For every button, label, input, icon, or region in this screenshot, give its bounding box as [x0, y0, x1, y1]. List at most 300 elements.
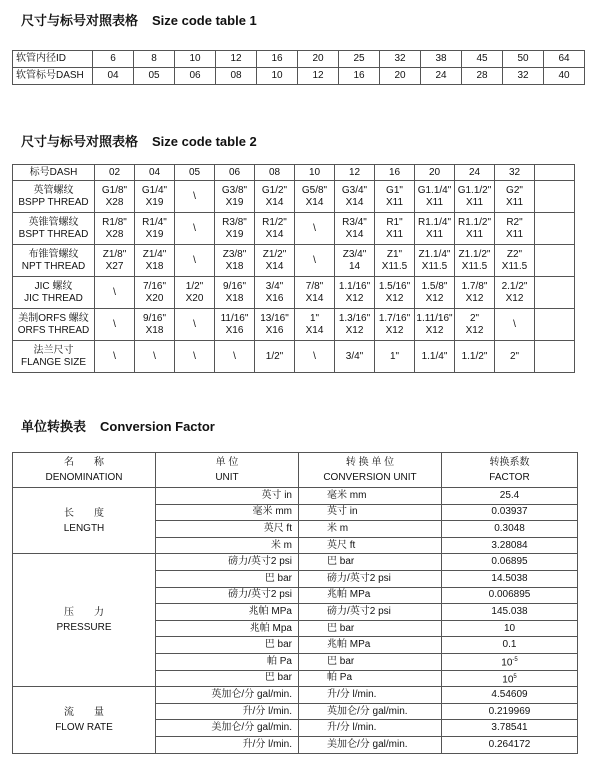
thread-size: Z3/8": [222, 248, 247, 260]
factor-cell: [442, 604, 578, 621]
thread-cell: [135, 213, 175, 245]
id-cell: 10: [175, 51, 216, 68]
header-cn: 名 称: [64, 457, 104, 468]
id-cell: 45: [462, 51, 503, 68]
thread-cell: [175, 341, 215, 373]
thread-label-cn: 美制ORFS 螺纹: [18, 312, 89, 324]
category-cell: [13, 554, 156, 687]
thread-pitch: X19: [225, 196, 244, 208]
thread-size: 3/4": [265, 280, 284, 292]
factor-exponent: -5: [512, 657, 518, 664]
thread-label-en: FLANGE SIZE: [20, 356, 86, 368]
size-code-table-2: [12, 164, 575, 373]
thread-pitch: X11.5: [461, 260, 488, 272]
thread-size: 9/16": [142, 312, 166, 324]
conversion-row: [13, 687, 578, 704]
thread-pitch: X14: [265, 260, 284, 272]
thread-size: Z3/4": [342, 248, 367, 260]
thread-pitch: X11.5: [381, 260, 408, 272]
conversion-title: [21, 416, 215, 435]
conversion-unit-cell: 磅力/英寸2 psi: [299, 570, 442, 587]
thread-cell: [375, 181, 415, 213]
thread-cell: [175, 181, 215, 213]
dash-cell: 28: [462, 68, 503, 85]
thread-cell: [175, 309, 215, 341]
thread-pitch: X12: [345, 292, 364, 304]
unit-cell: 兆帕 Mpa: [156, 620, 299, 637]
dash-cell: 16: [339, 68, 380, 85]
thread-size: 1/2": [265, 350, 284, 362]
header-label: 标号DASH: [13, 165, 95, 181]
factor-cell: [442, 537, 578, 554]
factor-cell: [442, 637, 578, 654]
thread-size: G1.1/2": [457, 184, 492, 196]
thread-pitch: X11.5: [421, 260, 448, 272]
thread-cell: [175, 213, 215, 245]
thread-cell: [95, 309, 135, 341]
unit-cell: 英尺 ft: [156, 521, 299, 538]
thread-label-en: BSPP THREAD: [18, 196, 89, 208]
thread-size: Z1/4": [142, 248, 167, 260]
thread-pitch: X20: [185, 292, 204, 304]
thread-pitch: X18: [145, 260, 164, 272]
empty-cell: [535, 341, 575, 373]
conversion-unit-cell: 升/分 l/min.: [299, 720, 442, 737]
factor-value: 0.219969: [488, 705, 531, 717]
thread-cell: [495, 277, 535, 309]
factor-cell: [442, 620, 578, 637]
thread-cell: [95, 277, 135, 309]
thread-size: G3/8": [221, 184, 248, 196]
dash-cell: 40: [544, 68, 585, 85]
thread-size: R1.1/2": [457, 216, 491, 228]
thread-label-en: NPT THREAD: [21, 260, 86, 272]
thread-cell: [455, 245, 495, 277]
dash-header-cell: 20: [415, 165, 455, 181]
thread-size: 1": [309, 312, 320, 324]
thread-cell: [415, 213, 455, 245]
thread-pitch: X11: [505, 196, 524, 208]
thread-size: 2": [509, 350, 520, 362]
thread-size: Z1.1/4": [418, 248, 451, 260]
thread-size: 7/16": [142, 280, 166, 292]
thread-pitch: X28: [105, 228, 124, 240]
thread-size: Z1/2": [262, 248, 287, 260]
factor-value: 3.78541: [491, 722, 528, 734]
category-en: PRESSURE: [56, 622, 112, 634]
thread-size: R1/4": [142, 216, 167, 228]
dash-cell: 12: [298, 68, 339, 85]
thread-size: G1.1/4": [417, 184, 452, 196]
thread-pitch: X14: [345, 196, 364, 208]
thread-size: 1": [389, 350, 400, 362]
thread-cell: [455, 213, 495, 245]
thread-size: G1/2": [261, 184, 288, 196]
unit-cell: 磅力/英寸2 psi: [156, 554, 299, 571]
thread-size: \: [193, 318, 196, 330]
dash-cell: 06: [175, 68, 216, 85]
thread-cell: [495, 309, 535, 341]
category-en: FLOW RATE: [55, 721, 113, 733]
thread-size: \: [313, 254, 316, 266]
empty-cell: [535, 181, 575, 213]
thread-size: R1/2": [262, 216, 287, 228]
factor-cell: [442, 703, 578, 720]
thread-cell: [375, 341, 415, 373]
thread-cell: [495, 245, 535, 277]
id-cell: 64: [544, 51, 585, 68]
thread-pitch: X14: [265, 228, 284, 240]
thread-size: R1": [386, 216, 403, 228]
thread-pitch: X28: [105, 196, 124, 208]
thread-pitch: X11: [385, 228, 404, 240]
factor-value: 0.06895: [491, 556, 528, 568]
thread-pitch: X12: [345, 324, 364, 336]
dash-cell: 32: [503, 68, 544, 85]
thread-size: G3/4": [341, 184, 368, 196]
conversion-unit-cell: 巴 bar: [299, 653, 442, 670]
thread-size: R3/8": [222, 216, 247, 228]
factor-value: 0.03937: [491, 506, 528, 518]
factor-value: 3.28084: [491, 539, 528, 551]
thread-cell: [335, 181, 375, 213]
title-cn: 尺寸与标号对照表格: [21, 134, 139, 149]
factor-value: 14.5038: [491, 572, 528, 584]
conversion-unit-cell: 英加仑/分 gal/min.: [299, 703, 442, 720]
thread-size: \: [113, 318, 116, 330]
thread-row: [13, 341, 575, 373]
thread-cell: [135, 341, 175, 373]
factor-value: 10: [501, 657, 513, 669]
thread-cell: [95, 181, 135, 213]
thread-size: G1/4": [141, 184, 168, 196]
thread-pitch: X12: [385, 292, 404, 304]
size-table-1-title: [21, 10, 257, 29]
thread-label-en: ORFS THREAD: [17, 324, 90, 336]
thread-pitch: 14: [348, 260, 361, 272]
thread-cell: [455, 181, 495, 213]
thread-size: \: [113, 286, 116, 298]
category-cn: 流 量: [64, 706, 104, 718]
title-cn: 单位转换表: [21, 419, 87, 434]
thread-size: 3/4": [345, 350, 364, 362]
thread-size: 1.7/16": [378, 312, 411, 324]
thread-size: G1": [386, 184, 403, 196]
id-cell: 38: [421, 51, 462, 68]
title-en: Size code table 1: [152, 13, 257, 28]
row-label: 软管内径ID: [13, 51, 93, 68]
id-cell: 20: [298, 51, 339, 68]
thread-cell: [455, 309, 495, 341]
title-en: Conversion Factor: [100, 419, 215, 434]
thread-label-cn: JIC 螺纹: [34, 280, 73, 292]
unit-cell: 英寸 in: [156, 488, 299, 505]
thread-size: \: [113, 350, 116, 362]
thread-cell: [95, 245, 135, 277]
empty-cell: [535, 309, 575, 341]
thread-size: R3/4": [342, 216, 367, 228]
thread-pitch: X11: [505, 228, 524, 240]
factor-cell: [442, 554, 578, 571]
column-header: [156, 453, 299, 488]
thread-cell: [255, 277, 295, 309]
thread-size: 11/16": [220, 312, 249, 324]
thread-label: [13, 245, 95, 277]
thread-cell: [415, 181, 455, 213]
thread-size: R2": [506, 216, 523, 228]
dash-cell: 20: [380, 68, 421, 85]
factor-cell: [442, 670, 578, 687]
thread-size: \: [153, 350, 156, 362]
thread-cell: [295, 277, 335, 309]
factor-cell: [442, 504, 578, 521]
factor-value: 4.54609: [491, 688, 528, 700]
header-en: FACTOR: [489, 472, 530, 483]
thread-label-cn: 布锥管螺纹: [28, 248, 79, 260]
thread-pitch: X14: [305, 196, 324, 208]
thread-cell: [495, 181, 535, 213]
thread-size: 1.3/16": [338, 312, 371, 324]
thread-pitch: X11: [465, 228, 484, 240]
thread-cell: [175, 277, 215, 309]
thread-pitch: X11.5: [501, 260, 528, 272]
thread-size: \: [193, 222, 196, 234]
thread-pitch: X19: [145, 228, 164, 240]
thread-label: [13, 309, 95, 341]
header-row: [13, 453, 578, 488]
dash-header-cell: 02: [95, 165, 135, 181]
factor-cell: [442, 720, 578, 737]
thread-size: 1.7/8": [461, 280, 488, 292]
dash-header-cell: 24: [455, 165, 495, 181]
dash-row: [13, 68, 585, 85]
unit-cell: 兆帕 MPa: [156, 604, 299, 621]
thread-size: Z2": [506, 248, 523, 260]
thread-pitch: X14: [345, 228, 364, 240]
conversion-unit-cell: 磅力/英寸2 psi: [299, 604, 442, 621]
thread-row: [13, 309, 575, 341]
unit-cell: 帕 Pa: [156, 653, 299, 670]
thread-cell: [215, 245, 255, 277]
thread-size: 9/16": [222, 280, 246, 292]
header-en: UNIT: [215, 472, 239, 483]
dash-header-cell: 12: [335, 165, 375, 181]
thread-cell: [135, 245, 175, 277]
header-en: DENOMINATION: [45, 472, 123, 483]
thread-size: 13/16": [260, 312, 289, 324]
factor-value: 10: [503, 622, 516, 634]
thread-size: \: [193, 254, 196, 266]
conversion-row: [13, 554, 578, 571]
factor-cell: [442, 488, 578, 505]
factor-exponent: 5: [513, 673, 517, 680]
dash-header-cell: 04: [135, 165, 175, 181]
thread-size: Z1": [386, 248, 403, 260]
thread-cell: [215, 277, 255, 309]
thread-cell: [135, 277, 175, 309]
unit-cell: 美加仑/分 gal/min.: [156, 720, 299, 737]
unit-cell: 英加仑/分 gal/min.: [156, 687, 299, 704]
thread-cell: [295, 341, 335, 373]
thread-cell: [415, 309, 455, 341]
id-cell: 6: [93, 51, 134, 68]
thread-size: \: [313, 350, 316, 362]
thread-cell: [215, 213, 255, 245]
thread-size: 1/2": [185, 280, 204, 292]
thread-label-en: JIC THREAD: [24, 292, 83, 304]
factor-cell: [442, 687, 578, 704]
factor-value: 145.038: [491, 605, 528, 617]
thread-pitch: X12: [465, 292, 484, 304]
thread-row: [13, 181, 575, 213]
thread-cell: [375, 245, 415, 277]
thread-pitch: X14: [305, 324, 324, 336]
thread-cell: [255, 181, 295, 213]
id-cell: 32: [380, 51, 421, 68]
thread-cell: [215, 309, 255, 341]
thread-cell: [215, 341, 255, 373]
dash-cell: 04: [93, 68, 134, 85]
header-cn: 转换系数: [489, 457, 530, 468]
thread-size: Z1.1/2": [458, 248, 491, 260]
category-en: LENGTH: [63, 522, 105, 534]
thread-cell: [255, 213, 295, 245]
factor-cell: [442, 521, 578, 538]
thread-size: 1.5/8": [421, 280, 448, 292]
thread-label: [13, 213, 95, 245]
factor-value: 10: [502, 673, 514, 685]
dash-cell: 08: [216, 68, 257, 85]
thread-pitch: X11: [425, 196, 444, 208]
column-header: [442, 453, 578, 488]
thread-cell: [335, 245, 375, 277]
thread-cell: [175, 245, 215, 277]
conversion-unit-cell: 升/分 l/min.: [299, 687, 442, 704]
thread-size: 1.1/2": [461, 350, 488, 362]
thread-pitch: X20: [145, 292, 164, 304]
factor-cell: [442, 736, 578, 753]
dash-cell: 10: [257, 68, 298, 85]
conversion-unit-cell: 毫米 mm: [299, 488, 442, 505]
thread-cell: [335, 341, 375, 373]
unit-cell: 升/分 l/min.: [156, 736, 299, 753]
dash-header-cell: 08: [255, 165, 295, 181]
thread-size: 7/8": [305, 280, 324, 292]
thread-cell: [215, 181, 255, 213]
thread-size: R1.1/4": [417, 216, 451, 228]
thread-cell: [455, 277, 495, 309]
id-cell: 25: [339, 51, 380, 68]
thread-pitch: X18: [225, 260, 244, 272]
thread-cell: [495, 213, 535, 245]
thread-label-cn: 法兰尺寸: [33, 344, 74, 356]
thread-label: [13, 277, 95, 309]
thread-size: Z1/8": [102, 248, 127, 260]
thread-cell: [295, 309, 335, 341]
empty-cell: [535, 165, 575, 181]
thread-cell: [255, 309, 295, 341]
header-row: [13, 165, 575, 181]
conversion-unit-cell: 美加仑/分 gal/min.: [299, 736, 442, 753]
thread-label-cn: 英管螺纹: [33, 184, 74, 196]
factor-value: 25.4: [499, 489, 520, 501]
thread-label-cn: 英锥管螺纹: [28, 216, 79, 228]
thread-pitch: X12: [465, 324, 484, 336]
thread-row: [13, 245, 575, 277]
thread-cell: [295, 245, 335, 277]
row-label: 软管标号DASH: [13, 68, 93, 85]
size-code-table-1: [12, 50, 585, 85]
factor-value: 0.264172: [488, 738, 531, 750]
thread-pitch: X12: [385, 324, 404, 336]
thread-label: [13, 341, 95, 373]
thread-label: [13, 181, 95, 213]
conversion-factor-table: [12, 452, 578, 754]
category-cn: 压 力: [64, 607, 104, 619]
thread-size: \: [233, 350, 236, 362]
factor-value: 0.006895: [488, 589, 531, 601]
factor-cell: [442, 587, 578, 604]
thread-cell: [95, 341, 135, 373]
id-cell: 12: [216, 51, 257, 68]
thread-size: G5/8": [301, 184, 328, 196]
header-cn: 单 位: [215, 457, 239, 468]
thread-cell: [255, 341, 295, 373]
title-cn: 尺寸与标号对照表格: [21, 13, 139, 28]
empty-cell: [535, 213, 575, 245]
unit-cell: 毫米 mm: [156, 504, 299, 521]
thread-cell: [415, 277, 455, 309]
thread-cell: [335, 277, 375, 309]
thread-pitch: X11: [425, 228, 444, 240]
title-en: Size code table 2: [152, 134, 257, 149]
thread-size: 2": [469, 312, 480, 324]
thread-size: \: [193, 350, 196, 362]
empty-cell: [535, 277, 575, 309]
category-cell: [13, 687, 156, 753]
id-cell: 8: [134, 51, 175, 68]
thread-cell: [95, 213, 135, 245]
conversion-unit-cell: 兆帕 MPa: [299, 637, 442, 654]
dash-cell: 05: [134, 68, 175, 85]
thread-size: G2": [506, 184, 523, 196]
id-row: [13, 51, 585, 68]
conversion-unit-cell: 巴 bar: [299, 554, 442, 571]
header-en: CONVERSION UNIT: [323, 472, 417, 483]
unit-cell: 升/分 l/min.: [156, 703, 299, 720]
unit-cell: 磅力/英寸2 psi: [156, 587, 299, 604]
factor-cell: [442, 653, 578, 670]
thread-pitch: X19: [225, 228, 244, 240]
category-cell: [13, 488, 156, 554]
thread-row: [13, 277, 575, 309]
conversion-unit-cell: 兆帕 MPa: [299, 587, 442, 604]
thread-size: \: [513, 318, 516, 330]
thread-cell: [415, 245, 455, 277]
thread-cell: [295, 181, 335, 213]
id-cell: 50: [503, 51, 544, 68]
column-header: [299, 453, 442, 488]
thread-row: [13, 213, 575, 245]
dash-header-cell: 05: [175, 165, 215, 181]
thread-pitch: X14: [265, 196, 284, 208]
thread-cell: [375, 309, 415, 341]
thread-pitch: X16: [265, 324, 284, 336]
thread-pitch: X12: [425, 292, 444, 304]
conversion-unit-cell: 英寸 in: [299, 504, 442, 521]
factor-value: 0.1: [502, 639, 517, 651]
factor-cell: [442, 570, 578, 587]
